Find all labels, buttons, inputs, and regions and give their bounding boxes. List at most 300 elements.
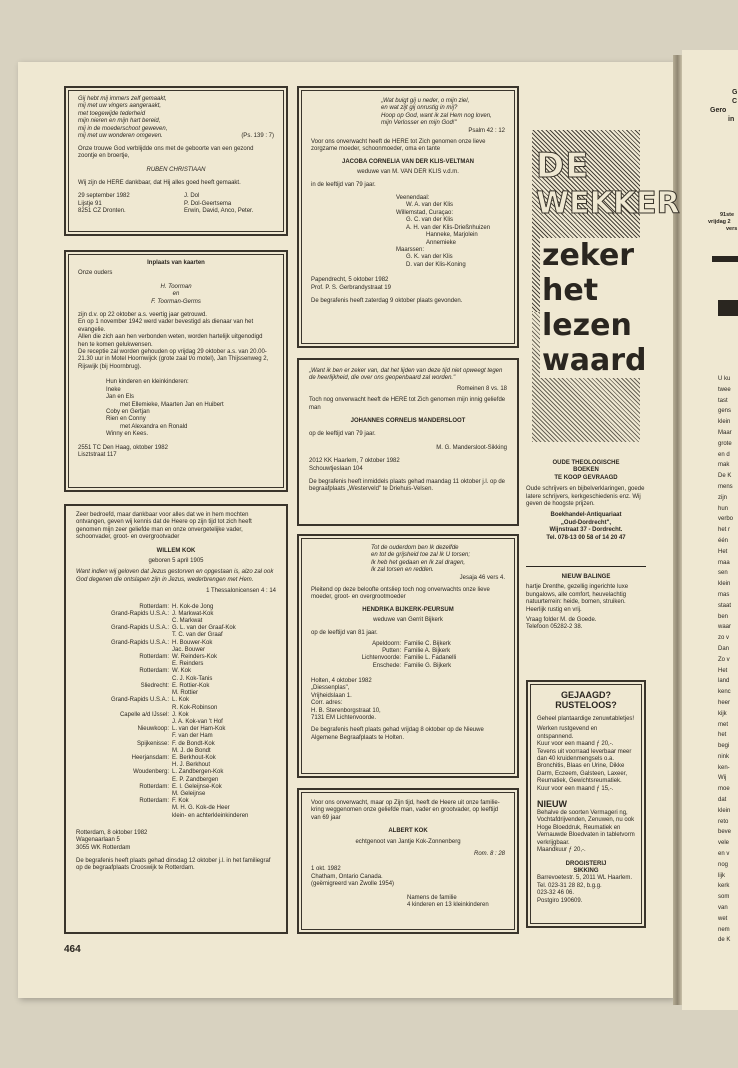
family-row xyxy=(76,784,276,791)
column-fragment: vele xyxy=(718,840,730,847)
family-member: E. Rottier-Kok xyxy=(172,682,210,689)
children-title: Hun kinderen en kleinkinderen: xyxy=(106,379,189,386)
address-line: 2012 KK Haarlem, 7 oktober 1982 xyxy=(309,458,400,465)
column-fragment: U ku xyxy=(718,376,731,382)
verse-line: mijn nieren en mijn hart bereid, xyxy=(78,118,161,125)
shop-title: SIKKING xyxy=(573,867,599,874)
ad-price: Kuur voor een maand ƒ 15,-. xyxy=(537,785,614,792)
obituary-intro: Voor ons onverwacht, maar op Zijn tijd, heeft de Heere uit onze familie-kring weggenomen onze geliefde man, vader en grootvader, op leeftijd van 69 jaar xyxy=(311,800,500,821)
spouse-of: echtgenoot van Jantje Kok-Zonnenberg xyxy=(355,838,461,845)
column-fragment: het r xyxy=(718,527,731,534)
family-member: C. Markwat xyxy=(172,618,203,625)
announcement-text: De receptie zal worden gehouden op vrijdag 29 oktober a.s. van 20.00-21.30 uur in Motel Hoornwijck (grote zaal t/o motel), Jan Thijssenweg 2, Rijswijk (bij Hoornbrug). xyxy=(78,349,269,370)
ad-title: OUDE THEOLOGISCHE xyxy=(552,460,620,466)
family-row xyxy=(76,632,276,639)
family-row xyxy=(76,719,276,726)
family-row xyxy=(76,625,276,632)
shop-line: Tel. 023-31 28 82, b.g.g. xyxy=(537,882,602,889)
column-fragment: wet xyxy=(718,915,728,922)
family-row xyxy=(76,604,276,611)
column-fragment: sen xyxy=(718,570,728,577)
ad-title: RUSTELOOS? xyxy=(555,700,617,710)
family-place xyxy=(76,705,172,712)
ad-body: hartje Drenthe, gezellig ingerichte luxe bungalows, alle comfort, heuvelachtig natuurterrein: heide, bomen, struiken. Heerlijk rustig en vrij. xyxy=(526,584,629,613)
family-row xyxy=(76,712,276,719)
family-row xyxy=(76,798,276,805)
family-row xyxy=(76,661,276,668)
family-member: Familie L. Fadanelli xyxy=(404,655,457,662)
verse-line: Gij hebt mij immers zelf gemaakt, xyxy=(78,96,167,102)
family-member: F. Kok xyxy=(172,798,189,805)
family-row xyxy=(76,777,276,784)
family-place: Grand-Rapids U.S.A.: xyxy=(110,639,169,646)
family-block xyxy=(184,193,274,215)
family-line: J. Dol xyxy=(184,193,200,200)
address-line: 1 okt. 1982 xyxy=(311,866,341,873)
family-place: Rotterdam: xyxy=(139,783,169,790)
child-line: Rien en Conny xyxy=(106,416,146,423)
column-fragment: maa xyxy=(718,559,730,566)
tagline-line: lezen xyxy=(542,308,632,343)
ad-body: Oude schrijvers en bijbelverklaringen, goede latere schrijvers, kerkgeschiedenis enz. Wij geven de hoogste prijzen. xyxy=(526,486,645,508)
column-fragment: grote xyxy=(718,440,732,447)
family-line: W. A. van der Klis xyxy=(406,202,454,209)
column-fragment: nink xyxy=(718,753,730,760)
column-fragment: Maar xyxy=(718,429,732,436)
verse-line: en wat zijt gij onrustig in mij? xyxy=(381,105,458,112)
family-table xyxy=(311,641,505,670)
family-line: Erwin, David, Anco, Peter. xyxy=(184,208,254,215)
family-member: Jac. Bouwer xyxy=(172,646,206,653)
column-fragment: ken- xyxy=(718,764,730,771)
column-fragment: de K xyxy=(718,937,731,944)
family-line: Hanneke, Marjolein xyxy=(426,232,478,239)
family-place: Woudenberg: xyxy=(133,769,169,776)
funeral-text: De begrafenis heeft plaats gehad vrijdag 8 oktober op de Nieuwe Algemene Begraafplaats te Holten. xyxy=(311,727,484,741)
column-fragment: twee xyxy=(718,386,731,393)
address-block xyxy=(311,678,505,722)
address-line: 8251 CZ Dronten. xyxy=(78,208,126,215)
family-member: W. Kok xyxy=(172,668,192,675)
deceased-name: WILLEM KOK xyxy=(156,547,196,554)
address-line: Lijstje 91 xyxy=(78,200,102,207)
column-fragment: gens xyxy=(718,408,732,415)
column-fragment: nog xyxy=(718,861,729,868)
shop-line: Tel. 078-13 00 58 of 14 20 47 xyxy=(546,534,626,541)
obituary-willem-kok xyxy=(64,504,288,934)
column-fragment: kerk xyxy=(718,883,730,890)
family-row xyxy=(76,647,276,654)
column-fragment: het xyxy=(718,732,727,739)
verse-line: mij in de moederschoot geweven, xyxy=(78,125,168,132)
family-member: J. A. Kok-van 't Hof xyxy=(172,718,223,725)
family-row xyxy=(311,655,505,662)
column-fragment: hun xyxy=(718,505,729,512)
column-fragment: mas xyxy=(718,591,730,598)
family-row xyxy=(311,663,505,670)
obituary-verse xyxy=(311,98,505,128)
obituary-mandersloot xyxy=(297,358,519,526)
tagline-line: waard xyxy=(542,343,647,378)
column-fragment: ben xyxy=(718,613,729,620)
family-place: Lichtenvoorde: xyxy=(361,655,402,662)
address-line: Vrijheidslaan 1. xyxy=(311,692,352,699)
family-line: Veenendaal: xyxy=(396,195,430,202)
wekker-tagline xyxy=(540,238,648,378)
column-fragment: klein xyxy=(718,419,731,426)
family-row xyxy=(76,805,276,812)
funeral-text: De begrafenis heeft inmiddels plaats gehad maandag 11 oktober j.l. op de begraafplaats „Westerveld" te Driehuis-Velsen. xyxy=(309,479,506,493)
address-line: Rotterdam, 8 oktober 1982 xyxy=(76,829,148,836)
column-fragment: klein xyxy=(718,581,731,588)
address-line: (geëmigreerd van Zwolle 1954) xyxy=(311,881,395,888)
family-row xyxy=(76,755,276,762)
family-member: T. C. van der Graaf xyxy=(172,632,223,639)
family-member: Familie C. Bijkerk xyxy=(404,641,451,648)
address-block xyxy=(311,277,505,292)
address-line: Schouwtjeslaan 104 xyxy=(309,465,363,472)
family-member: G. L. van der Graaf-Kok xyxy=(172,625,236,632)
obituary-van-der-klis xyxy=(297,86,519,348)
tagline-line: het xyxy=(542,273,599,308)
next-page-bar xyxy=(712,256,738,262)
address-line: 3055 WK Rotterdam xyxy=(76,844,131,851)
deceased-name: HENDRIKA BIJKERK-PEURSUM xyxy=(362,606,454,613)
family-member: E. Reinders xyxy=(172,661,204,668)
family-place xyxy=(76,762,172,769)
family-row xyxy=(76,762,276,769)
column-fragment: Het xyxy=(718,548,728,555)
deceased-name: JOHANNES CORNELIS MANDERSLOOT xyxy=(350,418,466,425)
family-place: Rotterdam: xyxy=(139,654,169,661)
wekker-logo: WEKKER xyxy=(536,186,680,221)
address-block xyxy=(78,193,130,215)
family-place xyxy=(76,791,172,798)
header-fragment: C xyxy=(732,98,738,105)
family-row xyxy=(76,654,276,661)
obituary-bijkerk xyxy=(297,534,519,778)
column-fragment: kenc xyxy=(718,689,731,696)
column-fragment: één xyxy=(718,537,729,544)
family-place xyxy=(76,748,172,755)
obituary-albert-kok xyxy=(297,788,519,934)
books-ad xyxy=(526,460,646,542)
family-place xyxy=(76,805,172,812)
verse-line: mij met uw vingers aangeraakt, xyxy=(78,103,162,110)
column-fragment: begi xyxy=(718,743,730,750)
family-row xyxy=(76,791,276,798)
address-line: Holten, 4 oktober 1982 xyxy=(311,677,372,684)
funeral-text: De begrafenis heeft plaats gehad dinsdag 12 oktober j.l. in het familiegraf op de begraafplaats Crooswijk te Rotterdam. xyxy=(76,857,271,872)
verse-reference: Romeinen 8 vs. 18 xyxy=(456,385,507,392)
address-line: „Diessenplas", xyxy=(311,685,350,692)
de-wekker-ad xyxy=(526,86,680,452)
column-fragment: kijk xyxy=(718,710,727,717)
next-page-column xyxy=(718,374,733,946)
family-member: R. Kok-Robinson xyxy=(172,704,218,711)
shop-title: DROGISTERIJ xyxy=(565,860,607,867)
address-line: 7131 EM Lichtenvoorde. xyxy=(311,714,377,721)
family-member: F. de Bondt-Kok xyxy=(172,740,215,747)
column-fragment: zijn xyxy=(718,494,728,501)
nieuw-balinge-ad xyxy=(526,574,646,632)
funeral-text: De begrafenis heeft zaterdag 9 oktober plaats gevonden. xyxy=(311,297,463,304)
family-place xyxy=(76,777,172,784)
column-fragment: Dan xyxy=(718,645,730,652)
family-line: A. H. van der Klis-Drießnhuizen xyxy=(406,224,491,231)
couple-names xyxy=(78,284,274,306)
name-line: F. Toorman-Germs xyxy=(151,298,201,305)
family-member: E. I. Geleijnse-Kok xyxy=(172,783,222,790)
child-line: Winny en Kees. xyxy=(106,431,149,438)
announcement-text: En op 1 november 1942 werd vader bevestigd als dienaar van het evangelie. xyxy=(78,319,254,333)
verse-reference: Psalm 42 : 12 xyxy=(468,127,505,134)
family-place xyxy=(76,733,172,740)
verse-line: Ik zal torsen en redden. xyxy=(371,567,434,574)
family-member: M. J. de Bondt xyxy=(172,747,211,754)
verse-line: mijn Verlosser en mijn God!" xyxy=(381,120,457,127)
family-place: Apeldoorn: xyxy=(372,641,402,648)
children-block xyxy=(106,379,274,438)
family-member: W. Reinders-Kok xyxy=(172,654,218,661)
ad-title: BOEKEN xyxy=(573,467,599,474)
family-place xyxy=(76,647,172,654)
announcement-intro: Onze ouders xyxy=(78,270,113,277)
obituary-intro: Voor ons onverwacht heeft de HERE tot Zich genomen onze lieve zorgzame moeder, schoonmoeder, oma en tante xyxy=(311,139,486,153)
family-place xyxy=(76,676,172,683)
family-member: M. H. G. Kok-de Heer xyxy=(172,805,230,812)
shop-line: Barrevoetestr. 5, 2011 WL Haarlem. xyxy=(537,875,633,882)
family-line: Maarssen: xyxy=(396,246,425,253)
shop-line: Wijnstraat 37 - Dordrecht. xyxy=(549,527,623,534)
ad-title: GEJAAGD? xyxy=(560,690,611,700)
ad-body: Tevens uit voorraad leverbaar meer dan 40 kruidenmengsels o.a. Bronchitis, Blaas en Urine, Dikke Darm, Eczeem, Galsteen, Laxeer, Reumatiek, Gewichtsreumatiek. xyxy=(537,748,632,785)
ad-body: Geheel plantaardige zenuwtabletjes! xyxy=(537,716,635,722)
family-place: Enschede: xyxy=(372,662,402,669)
column-fragment: verbo xyxy=(718,516,734,523)
family-member: M. Geleijnse xyxy=(172,790,206,797)
verse-line: met toegewijde tederheid xyxy=(78,110,146,117)
obituary-verse: „Want ik ben er zeker van, dat het lijden van deze tijd niet opweegt tegen de heerlijkheid, die over ons geopenbaard zal worden." xyxy=(309,368,503,382)
family-line: Annemieke xyxy=(426,239,457,246)
shop-line: 023-32 46 06. xyxy=(537,890,575,897)
verse-line: Tot de ouderdom ben Ik dezelfde xyxy=(371,545,459,551)
age-text: op de leeftijd van 79 jaar. xyxy=(309,431,376,438)
verse-line: Ik heb het gedaan en Ik zal dragen, xyxy=(371,559,466,566)
column-fragment: van xyxy=(718,905,728,912)
family-member: Familie A. Bijkerk xyxy=(404,648,451,655)
family-row xyxy=(76,697,276,704)
address-block xyxy=(311,866,505,888)
column-fragment: mak xyxy=(718,462,730,469)
verse-reference: Rom. 8 : 28 xyxy=(473,851,505,858)
family-row xyxy=(311,641,505,648)
column-fragment: waar xyxy=(718,624,732,631)
family-row xyxy=(76,640,276,647)
family-place: Capelle a/d IJssel: xyxy=(119,711,169,718)
obituary-verse xyxy=(311,545,505,575)
family-member: L. Zandbergen-Kok xyxy=(172,769,224,776)
ad-title: NIEUW BALINGE xyxy=(561,574,611,580)
column-fragment: staat xyxy=(718,602,732,609)
family-row xyxy=(76,726,276,733)
family-member: F. van der Ham xyxy=(172,733,213,740)
signature-line: Namens de familie xyxy=(407,894,457,901)
family-place xyxy=(76,618,172,625)
family-member: J. Kok xyxy=(172,711,189,718)
child-line: met Alexandra en Ronald xyxy=(120,423,188,430)
age-text: in de leeftijd van 79 jaar. xyxy=(311,181,376,188)
family-place xyxy=(76,661,172,668)
gejaagd-ad xyxy=(526,680,646,928)
announcement-text: Allen die zich aan hen verbonden weten, worden hartelijk uitgenodigd hen te komen gelukwensen. xyxy=(78,334,263,348)
column-fragment: zo v xyxy=(718,635,730,642)
family-member: Familie G. Bijkerk xyxy=(404,662,452,669)
address-block xyxy=(309,458,507,473)
anniversary-announcement xyxy=(64,250,288,492)
caption-fragment: vers xyxy=(726,226,738,232)
family-member: C. J. Kok-Tanis xyxy=(172,675,213,682)
ad-body: Werken rustgevend en ontspannend. xyxy=(537,726,598,740)
family-member: E. P. Zandbergen xyxy=(172,776,219,783)
family-row xyxy=(76,769,276,776)
column-fragment: Het xyxy=(718,667,728,674)
verse-line: en tot de grijsheid toe zal Ik U torsen; xyxy=(371,552,471,559)
ad-price: Maandkuur ƒ 20,-. xyxy=(537,847,586,854)
deceased-name: JACOBA CORNELIA VAN DER KLIS-VELTMAN xyxy=(342,158,474,165)
column-fragment: tast xyxy=(718,397,728,404)
family-block xyxy=(311,195,505,269)
family-row xyxy=(76,668,276,675)
column-fragment: met xyxy=(718,721,729,728)
family-row xyxy=(76,705,276,712)
family-place: Rotterdam: xyxy=(139,603,169,610)
ad-subtitle: NIEUW xyxy=(537,799,567,810)
birth-announcement xyxy=(64,86,288,236)
family-place: Putten: xyxy=(382,648,402,655)
family-table xyxy=(76,604,276,820)
address-line: Corr. adres: xyxy=(311,700,343,707)
family-member: H. Kok-de Jong xyxy=(172,603,214,610)
announcement-text: Onze trouwe God verblijdde ons met de geboorte van een gezond zoontje en broertje, xyxy=(78,145,254,160)
column-fragment: nem xyxy=(718,926,730,933)
family-place: Sliedrecht: xyxy=(140,682,169,689)
tagline-line: zeker xyxy=(542,238,635,273)
family-row xyxy=(311,648,505,655)
address-line: Prof. P. S. Gerbrandystraat 19 xyxy=(311,284,391,291)
verse-reference: 1 Thessalonicensen 4 : 14 xyxy=(206,588,276,595)
ad-body: Behalve de soorten Vermageri ng, Vochtafdrijvenden, Zenuwen, nu ook Hoge Bloeddruk, Reumatiek en Vernauwde Bloedvaten in tabletvorm verkrijgbaar. xyxy=(537,810,635,846)
signature-block xyxy=(311,895,505,910)
widow-of: weduwe van M. VAN DER KLIS v.d.m. xyxy=(357,169,459,176)
signature: M. G. Mandersloot-Sikking xyxy=(436,444,507,451)
family-row xyxy=(76,733,276,740)
birth-date: geboren 5 april 1905 xyxy=(148,558,204,565)
address-line: H. B. Sterenborgstraat 10, xyxy=(311,707,381,714)
family-line: G. K. van der Klis xyxy=(406,254,453,261)
address-line: Lisztstraat 117 xyxy=(78,451,117,458)
wekker-logo: DE xyxy=(536,146,590,186)
header-fragment: Gero xyxy=(710,107,727,114)
family-line: G. C. van der Klis xyxy=(406,217,454,224)
name-line: en xyxy=(172,291,180,298)
verse-reference: (Ps. 139 : 7) xyxy=(241,133,274,140)
family-row xyxy=(76,813,276,820)
header-fragment: G xyxy=(732,89,738,96)
deceased-name: ALBERT KOK xyxy=(388,828,428,835)
family-row xyxy=(76,618,276,625)
column-fragment: dat xyxy=(718,797,727,804)
family-line: Willemstad, Curaçao: xyxy=(396,209,454,216)
column-fragment: en v xyxy=(718,851,730,858)
verse-reference: Jesaja 46 vers 4. xyxy=(459,574,505,581)
contact-line: Vraag folder M. de Goede. xyxy=(526,617,597,624)
contact-line: Telefoon 05282-2 38. xyxy=(526,624,583,631)
child-line: Coby en Gertjan xyxy=(106,408,150,415)
column-fragment: reto xyxy=(718,818,729,825)
ad-body: Kuur voor een maand ƒ 20,-. xyxy=(537,741,614,748)
signature-line: 4 kinderen en 13 kleinkinderen xyxy=(407,902,489,909)
family-line: P. Dol-Geertsema xyxy=(184,200,232,207)
obituary-intro: Pleitend op deze beloofte ontsliep toch nog onverwachts onze lieve moeder, groot- en overgrootmoeder xyxy=(311,587,490,601)
family-row xyxy=(76,741,276,748)
column-fragment: mens xyxy=(718,483,733,490)
family-row xyxy=(76,611,276,618)
family-member: H. Bouwer-Kok xyxy=(172,639,213,646)
column-fragment: heer xyxy=(718,699,731,706)
column-fragment: Wij xyxy=(718,775,727,782)
shop-line: Boekhandel-Antiquariaat xyxy=(550,512,622,519)
verse-line: „Wat buigt gij u neder, o mijn ziel, xyxy=(381,98,470,104)
family-place xyxy=(76,690,172,697)
family-member: H. J. Berkhout xyxy=(172,762,211,769)
divider xyxy=(526,566,646,567)
announcement-title: Inplaats van kaarten xyxy=(147,260,205,266)
family-member: L. Kok xyxy=(172,697,190,704)
family-place: Nieuwkoop: xyxy=(137,726,169,733)
column-fragment: beve xyxy=(718,829,732,836)
family-place: Grand-Rapids U.S.A.: xyxy=(110,697,169,704)
child-line: met Ellemieke, Maarten Jan en Huibert xyxy=(120,401,224,408)
child-line: Ineke xyxy=(106,386,121,393)
obituary-intro: Zeer bedroefd, maar dankbaar voor alles dat we in hem mochten ontvangen, geven wij kennis dat de Heere op zijn tijd tot zich heeft genomen mijn zeer geliefde man en onze onvergetelijke vader, schoonvader, groot- en overgrootvader xyxy=(76,512,252,541)
family-place: Heerjansdam: xyxy=(131,754,169,761)
column-fragment: De K xyxy=(718,473,732,480)
family-line: D. van der Klis-Koning xyxy=(406,261,466,268)
family-place xyxy=(76,632,172,639)
address-line: 29 september 1982 xyxy=(78,193,130,200)
family-place: Grand-Rapids U.S.A.: xyxy=(110,625,169,632)
caption-fragment: 91ste xyxy=(720,212,735,218)
family-row xyxy=(76,690,276,697)
family-row xyxy=(76,748,276,755)
family-row xyxy=(76,676,276,683)
child-name: RUBEN CHRISTIAAN xyxy=(146,166,206,173)
family-place xyxy=(76,719,172,726)
family-place: Spijkenisse: xyxy=(136,740,169,747)
address-block xyxy=(76,830,276,852)
name-line: H. Toorman xyxy=(160,283,192,290)
family-row xyxy=(76,683,276,690)
verse-line: Hoop op God, want ik zal Hem nog loven, xyxy=(381,112,492,119)
family-member: J. Markwat-Kok xyxy=(172,610,214,617)
page-number: 464 xyxy=(64,944,81,955)
family-place xyxy=(76,813,172,820)
next-page xyxy=(682,50,738,1010)
widow-of: weduwe van Gerrit Bijkerk xyxy=(373,617,443,624)
shop-line: Postgiro 190609. xyxy=(537,897,583,904)
verse-line: mij met uw wonderen omgeven. xyxy=(78,133,163,140)
